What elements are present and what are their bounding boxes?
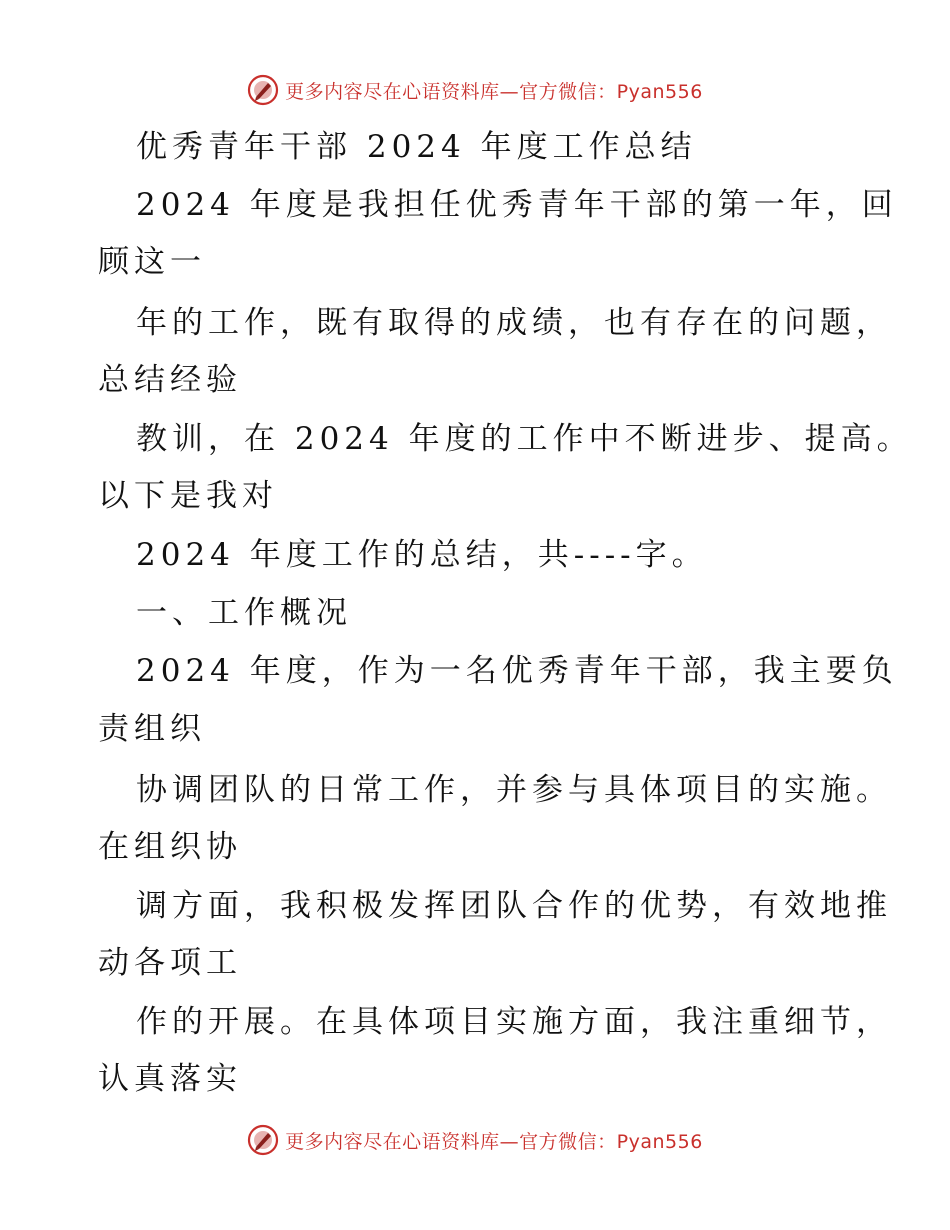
text-line: 动各项工 <box>98 945 242 981</box>
banner-text: 更多内容尽在心语资料库—官方微信：Pyan556 <box>285 1130 703 1153</box>
footer-banner <box>0 1120 950 1160</box>
document-title: 优秀青年干部 2024 年度工作总结 <box>136 129 697 165</box>
text-line: 在组织协 <box>98 829 242 865</box>
text-line: 作的开展。在具体项目实施方面，我注重细节， <box>136 1004 892 1040</box>
text-line: 2024 年度是我担任优秀青年干部的第一年，回 <box>136 187 898 223</box>
banner-text: 更多内容尽在心语资料库—官方微信：Pyan556 <box>285 80 703 103</box>
text-line: 调方面，我积极发挥团队合作的优势，有效地推 <box>136 888 892 924</box>
text-line: 责组织 <box>98 711 206 747</box>
text-line: 以下是我对 <box>98 478 278 514</box>
pen-seal-icon <box>247 1124 279 1156</box>
text-line: 顾这一 <box>98 244 206 280</box>
text-line: 协调团队的日常工作，并参与具体项目的实施。 <box>136 772 892 808</box>
text-line: 2024 年度工作的总结，共----字。 <box>136 537 708 573</box>
text-line: 认真落实 <box>98 1061 242 1097</box>
text-line: 教训，在 2024 年度的工作中不断进步、提高。 <box>136 421 913 457</box>
text-line: 总结经验 <box>98 362 242 398</box>
text-line: 2024 年度，作为一名优秀青年干部，我主要负 <box>136 653 898 689</box>
text-line: 年的工作，既有取得的成绩，也有存在的问题， <box>136 305 892 341</box>
section-heading: 一、工作概况 <box>136 595 352 631</box>
